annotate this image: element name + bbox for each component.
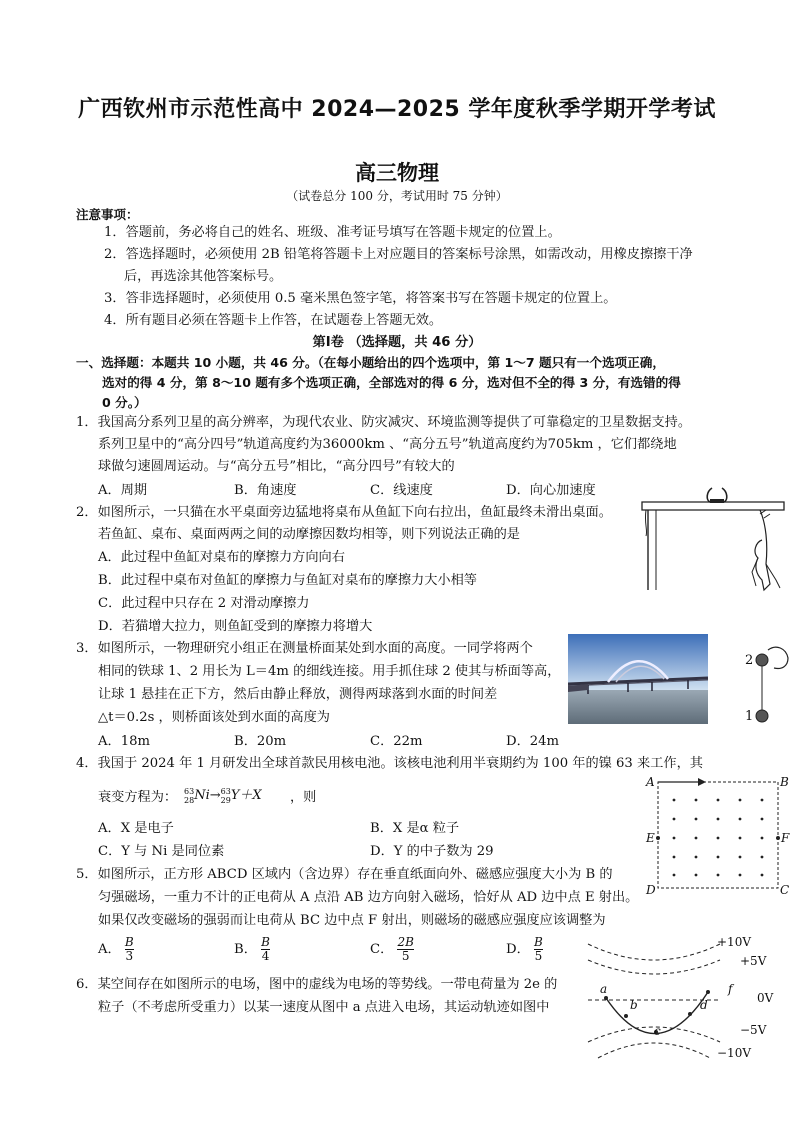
q2-option-c: C．此过程中只存在 2 对滑动摩擦力 [98, 596, 310, 611]
q3-option-c: C．22m [370, 734, 423, 749]
point-label-d: d [700, 998, 708, 1012]
exam-info: （试卷总分 100 分，考试用时 75 分钟） [286, 189, 508, 203]
eq-element-2: Y [230, 788, 240, 803]
q5-option-a-num: B [124, 935, 134, 949]
eq-arrow: → [209, 788, 221, 803]
hand-icon [768, 647, 788, 668]
q2-line-2: 若鱼缸、桌布、桌面两两之间的动摩擦因数均相等，则下列说法正确的是 [98, 527, 520, 542]
q1-option-c: C．线速度 [370, 483, 433, 498]
q5-line-2: 匀强磁场，一重力不计的正电荷从 A 点沿 AB 边方向射入磁场，恰好从 AD 边中点 E 射出。 [98, 890, 639, 905]
q2-line-1: 2．如图所示，一只猫在水平桌面旁边猛地将桌布从鱼缸下向右拉出，鱼缸最终未滑出桌面。 [76, 505, 612, 520]
equipotential-plus10 [588, 944, 720, 960]
potential-label-zero: 0V [757, 991, 774, 1005]
q3-line-2: 相同的铁球 1、2 用长为 L＝4m 的细线连接。用手抓住球 2 使其与桥面等高， [98, 664, 561, 679]
q5-option-c-den: 5 [401, 949, 410, 963]
ball-2-icon [756, 654, 768, 666]
field-dots [673, 799, 764, 877]
q6-line-2: 粒子（不考虑所受重力）以某一速度从图中 a 点进入电场，其运动轨迹如图中 [98, 1000, 550, 1015]
equipotential-plus5 [588, 960, 720, 974]
q5-option-b-label: B． [234, 942, 257, 957]
q3-option-d: D．24m [506, 734, 560, 749]
q4-line-3: ，则 [290, 790, 317, 805]
corner-label-d: D [646, 883, 656, 897]
potential-label-minus10: −10V [717, 1046, 751, 1060]
q3-line-4: △t＝0.2s ，则桥面该处到水面的高度为 [98, 710, 330, 725]
q5-line-1: 5．如图所示，正方形 ABCD 区域内（含边界）存在垂直纸面向外、磁感应强度大小为 B 的 [76, 867, 613, 882]
q5-option-a-den: 3 [125, 949, 134, 963]
corner-label-e: E [646, 831, 655, 845]
q5-option-b [234, 936, 270, 963]
q3-option-a: A．18m [98, 734, 150, 749]
notice-item-1: 1．答题前，务必将自己的姓名、班级、准考证号填写在答题卡规定的位置上。 [104, 225, 561, 240]
corner-label-c: C [780, 883, 790, 897]
q5-option-d-num: B [533, 935, 543, 949]
ball-label-1: 1 [745, 709, 754, 724]
q6-line-1: 6．某空间存在如图所示的电场，图中的虚线为电场的等势线。一带电荷量为 2e 的 [76, 977, 558, 992]
q5-option-c-num: 2B [397, 935, 414, 949]
point-label-a: a [600, 982, 608, 996]
notice-item-3: 3．答非选择题时，必须使用 0.5 毫米黑色签字笔，将答案书写在答题卡规定的位置上。 [104, 291, 617, 306]
q1-option-d: D．向心加速度 [506, 483, 596, 498]
q6-equipotential-figure [584, 932, 724, 1062]
q4-option-b: B．X 是α 粒子 [370, 821, 460, 836]
point-label-f: f [728, 982, 733, 996]
equipotential-minus10 [598, 1043, 710, 1058]
corner-label-a: A [646, 775, 655, 789]
decay-equation [184, 784, 262, 805]
notice-item-2: 2．答选择题时，必须使用 2B 铅笔将答题卡上对应题目的答案标号涂黑，如需改动，用橡皮擦擦干净 [104, 247, 693, 262]
q5-option-c-label: C． [370, 942, 394, 957]
section-instruction-1: 一、选择题：本题共 10 小题，共 46 分。（在每小题给出的四个选项中，第 1～7 题只有一个选项正确， [76, 355, 665, 370]
q2-option-b: B．此过程中桌布对鱼缸的摩擦力与鱼缸对桌布的摩擦力大小相等 [98, 573, 477, 588]
q5-option-b-num: B [261, 935, 270, 949]
q5-line-3: 如果仅改变磁场的强弱而让电荷从 BC 边中点 F 射出，则磁场的磁感应强度应该调整为 [98, 913, 606, 928]
q3-line-3: 让球 1 悬挂在正下方，然后由静止释放，测得两球落到水面的时间差 [98, 687, 498, 702]
q1-line-1: 1．我国高分系列卫星的高分辨率，为现代农业、防灾减灾、环境监测等提供了可靠稳定的卫星数据支持。 [76, 415, 692, 430]
q4-option-d: D．Y 的中子数为 29 [370, 844, 494, 859]
q5-option-a-label: A． [98, 942, 121, 957]
corner-label-f: F [781, 831, 790, 845]
q5-option-a [98, 936, 134, 963]
velocity-arrow-icon [698, 778, 706, 786]
point-label-c: c [654, 1024, 661, 1038]
eq-atomic-1: 28 [184, 795, 195, 805]
ball-1-icon [756, 710, 768, 722]
q2-table-cat-figure [640, 484, 790, 592]
corner-label-b: B [780, 775, 789, 789]
q5-option-d-den: 5 [534, 949, 543, 963]
cat-icon [755, 510, 770, 590]
potential-label-plus10: +10V [717, 935, 751, 949]
section-instruction-3: 0 分。） [102, 395, 147, 410]
q5-option-b-den: 4 [261, 949, 270, 963]
q4-option-a: A．X 是电子 [98, 821, 174, 836]
bridge-photo [568, 634, 708, 724]
q5-option-c [370, 936, 414, 963]
eq-mass-1: 63 [184, 786, 195, 796]
potential-label-minus5: −5V [740, 1023, 767, 1037]
q4-line-2: 衰变方程为： [98, 790, 178, 805]
eq-element-1: Ni [194, 788, 210, 803]
notice-item-2-cont: 后，再选涂其他答案标号。 [124, 269, 283, 284]
q4-line-1: 4．我国于 2024 年 1 月研发出全球首款民用核电池。该核电池利用半衰期约为 100 年的镍 63 来工作，其 [76, 756, 703, 771]
section-instruction-2: 选对的得 4 分，第 8～10 题有多个选项正确，全部选对的得 6 分，选对但不全的得 3 分，有选错的得 [102, 375, 681, 390]
exam-title: 广西钦州市示范性高中 2024—2025 学年度秋季学期开学考试 [78, 97, 716, 122]
q1-line-3: 球做匀速圆周运动。与“高分五号”相比，“高分四号”有较大的 [98, 459, 455, 474]
q5-option-d-label: D． [506, 942, 530, 957]
eq-atomic-2: 29 [220, 795, 231, 805]
notice-item-4: 4．所有题目必须在答题卡上作答，在试题卷上答题无效。 [104, 313, 443, 328]
eq-rest: ＋X [239, 788, 262, 803]
q3-option-b: B．20m [234, 734, 287, 749]
q1-line-2: 系列卫星中的“高分四号”轨道高度约为36000km 、“高分五号”轨道高度约为705km ，它们都绕地 [98, 437, 677, 452]
q3-line-1: 3．如图所示，一物理研究小组正在测量桥面某处到水面的高度。一同学将两个 [76, 641, 533, 656]
q4-option-c: C．Y 与 Ni 是同位素 [98, 844, 225, 859]
subject-title: 高三物理 [355, 161, 439, 185]
ball-label-2: 2 [745, 653, 754, 668]
notice-heading: 注意事项： [76, 207, 139, 222]
q5-magnetic-field-figure [644, 772, 794, 898]
q2-option-a: A．此过程中鱼缸对桌布的摩擦力方向向右 [98, 550, 345, 565]
q2-option-d: D．若猫增大拉力，则鱼缸受到的摩擦力将增大 [98, 619, 373, 634]
q1-option-a: A．周期 [98, 483, 148, 498]
section-title: 第Ⅰ卷 （选择题，共 46 分） [312, 335, 482, 350]
q5-option-d [506, 936, 543, 963]
potential-label-plus5: +5V [740, 954, 767, 968]
q1-option-b: B．角速度 [234, 483, 297, 498]
point-label-b: b [630, 998, 638, 1012]
eq-mass-2: 63 [220, 786, 231, 796]
